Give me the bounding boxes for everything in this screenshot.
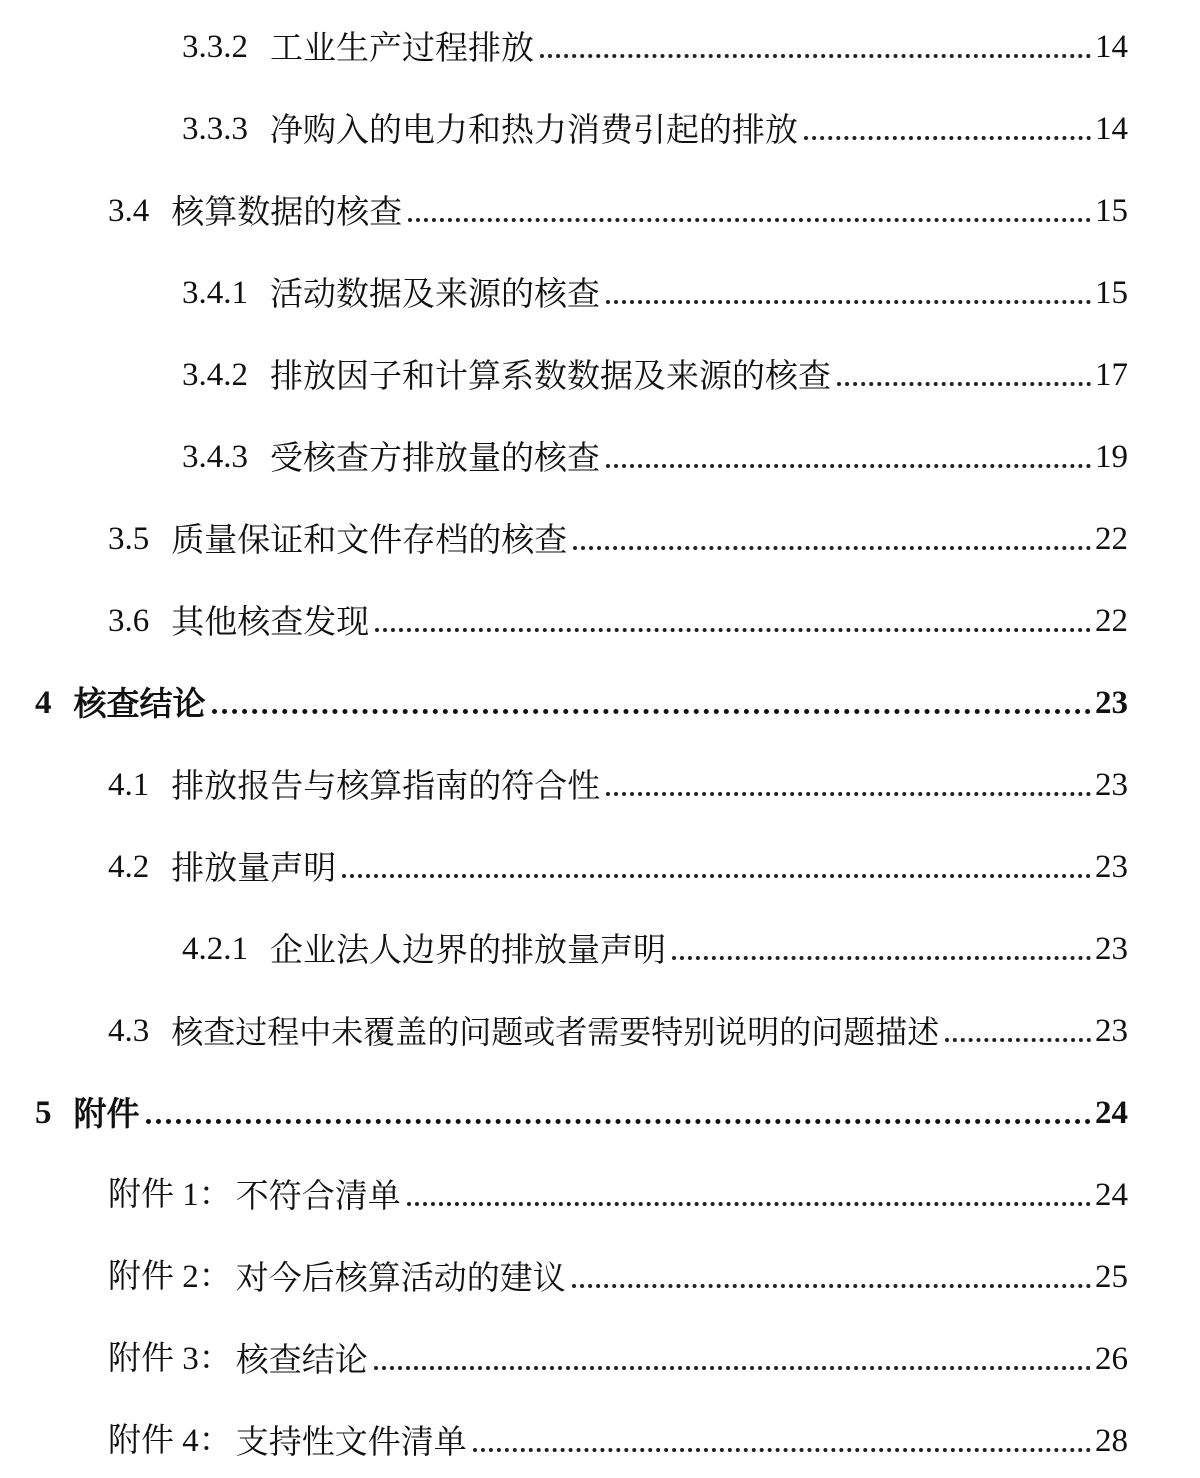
toc-entry-5[interactable]: [35, 1070, 1128, 1133]
toc-entry-4[interactable]: [35, 660, 1128, 723]
toc-title: 附件: [73, 1094, 140, 1133]
toc-title: 企业法人边界的排放量声明: [270, 930, 666, 969]
dot-leader: [672, 956, 1091, 960]
toc-page-number: 14: [1095, 29, 1128, 65]
toc-page-number: 28: [1095, 1423, 1128, 1459]
toc-entry-3-4-2[interactable]: [182, 332, 1128, 395]
toc-title: 质量保证和文件存档的核查: [171, 520, 568, 559]
toc-number: 3.6: [108, 603, 150, 639]
toc-entry-attachment-4[interactable]: [108, 1398, 1128, 1461]
toc-page-number: 19: [1095, 439, 1128, 475]
dot-leader: [375, 628, 1091, 632]
dot-leader: [606, 464, 1091, 468]
dot-leader: [408, 218, 1091, 222]
toc-title: 其他核查发现: [171, 602, 370, 641]
toc-title: 不符合清单: [235, 1176, 401, 1215]
toc-title: 核查过程中未覆盖的问题或者需要特别说明的问题描述: [171, 1013, 940, 1051]
toc-entry-3-6[interactable]: [108, 578, 1128, 641]
toc-title: 核查结论: [73, 684, 206, 723]
toc-number: 4.3: [108, 1013, 150, 1049]
dot-leader: [212, 709, 1092, 714]
dot-leader: [573, 546, 1091, 550]
toc-page-number: 15: [1095, 193, 1128, 229]
toc-number: 4.2.1: [182, 931, 248, 967]
dot-leader: [804, 136, 1091, 140]
toc-page-number: 24: [1095, 1095, 1128, 1131]
toc-page-number: 24: [1095, 1177, 1128, 1213]
toc-number: 3.5: [108, 521, 150, 557]
dot-leader: [342, 874, 1091, 878]
toc-title: 核查结论: [235, 1340, 368, 1379]
dot-leader: [606, 300, 1091, 304]
toc-page-number: 25: [1095, 1259, 1128, 1295]
toc-number: 3.4.2: [182, 357, 248, 393]
toc-title: 核算数据的核查: [171, 192, 403, 231]
toc-number: 5: [35, 1095, 52, 1131]
toc-page-number: 23: [1095, 931, 1128, 967]
toc-entry-4-2-1[interactable]: [182, 906, 1128, 969]
toc-page-number: 23: [1095, 1013, 1128, 1049]
toc-number: 4: [35, 685, 52, 721]
toc-page-number: 22: [1095, 603, 1128, 639]
toc-number: 附件 2：: [108, 1259, 232, 1295]
toc-entry-4-2[interactable]: [108, 824, 1128, 887]
toc-entry-attachment-1[interactable]: [108, 1152, 1128, 1215]
toc-title: 净购入的电力和热力消费引起的排放: [270, 110, 798, 149]
dot-leader: [837, 382, 1091, 386]
toc-page-number: 17: [1095, 357, 1128, 393]
dot-leader: [407, 1202, 1091, 1206]
toc-number: 3.4.1: [182, 275, 248, 311]
toc-page-number: 26: [1095, 1341, 1128, 1377]
toc-number: 4.2: [108, 849, 150, 885]
toc-entry-3-3-3[interactable]: [182, 86, 1128, 149]
dot-leader: [146, 1119, 1092, 1124]
toc-page-number: 23: [1095, 849, 1128, 885]
toc-number: 4.1: [108, 767, 150, 803]
toc-page-number: 22: [1095, 521, 1128, 557]
toc-entry-4-3[interactable]: [108, 988, 1128, 1051]
toc-entry-attachment-2[interactable]: [108, 1234, 1128, 1297]
toc-number: 附件 3：: [108, 1341, 232, 1377]
dot-leader: [540, 54, 1091, 58]
toc-title: 排放因子和计算系数数据及来源的核查: [270, 356, 831, 395]
dot-leader: [374, 1366, 1091, 1370]
dot-leader: [572, 1284, 1091, 1288]
toc-title: 工业生产过程排放: [270, 28, 534, 67]
toc-number: 3.3.3: [182, 111, 248, 147]
toc-title: 活动数据及来源的核查: [270, 274, 600, 313]
toc-title: 排放报告与核算指南的符合性: [171, 766, 601, 805]
toc-number: 附件 1：: [108, 1177, 232, 1213]
toc-page-number: 14: [1095, 111, 1128, 147]
toc-title: 排放量声明: [171, 848, 337, 887]
toc-entry-3-4-3[interactable]: [182, 414, 1128, 477]
toc-page-number: 23: [1095, 767, 1128, 803]
toc-entry-attachment-3[interactable]: [108, 1316, 1128, 1379]
toc-title: 对今后核算活动的建议: [235, 1258, 566, 1297]
dot-leader: [606, 792, 1091, 796]
toc-entry-3-4-1[interactable]: [182, 250, 1128, 313]
toc-number: 3.4: [108, 193, 150, 229]
dot-leader: [945, 1038, 1091, 1042]
toc-page-number: 15: [1095, 275, 1128, 311]
toc-entry-3-3-2[interactable]: [182, 4, 1128, 67]
toc-number: 附件 4：: [108, 1423, 232, 1459]
toc-number: 3.3.2: [182, 29, 248, 65]
toc-title: 受核查方排放量的核查: [270, 438, 600, 477]
toc-title: 支持性文件清单: [235, 1422, 467, 1461]
toc-entry-3-4[interactable]: [108, 168, 1128, 231]
toc-entry-3-5[interactable]: [108, 496, 1128, 559]
dot-leader: [473, 1448, 1091, 1452]
toc-entry-4-1[interactable]: [108, 742, 1128, 805]
toc-page-number: 23: [1095, 685, 1128, 721]
toc-number: 3.4.3: [182, 439, 248, 475]
